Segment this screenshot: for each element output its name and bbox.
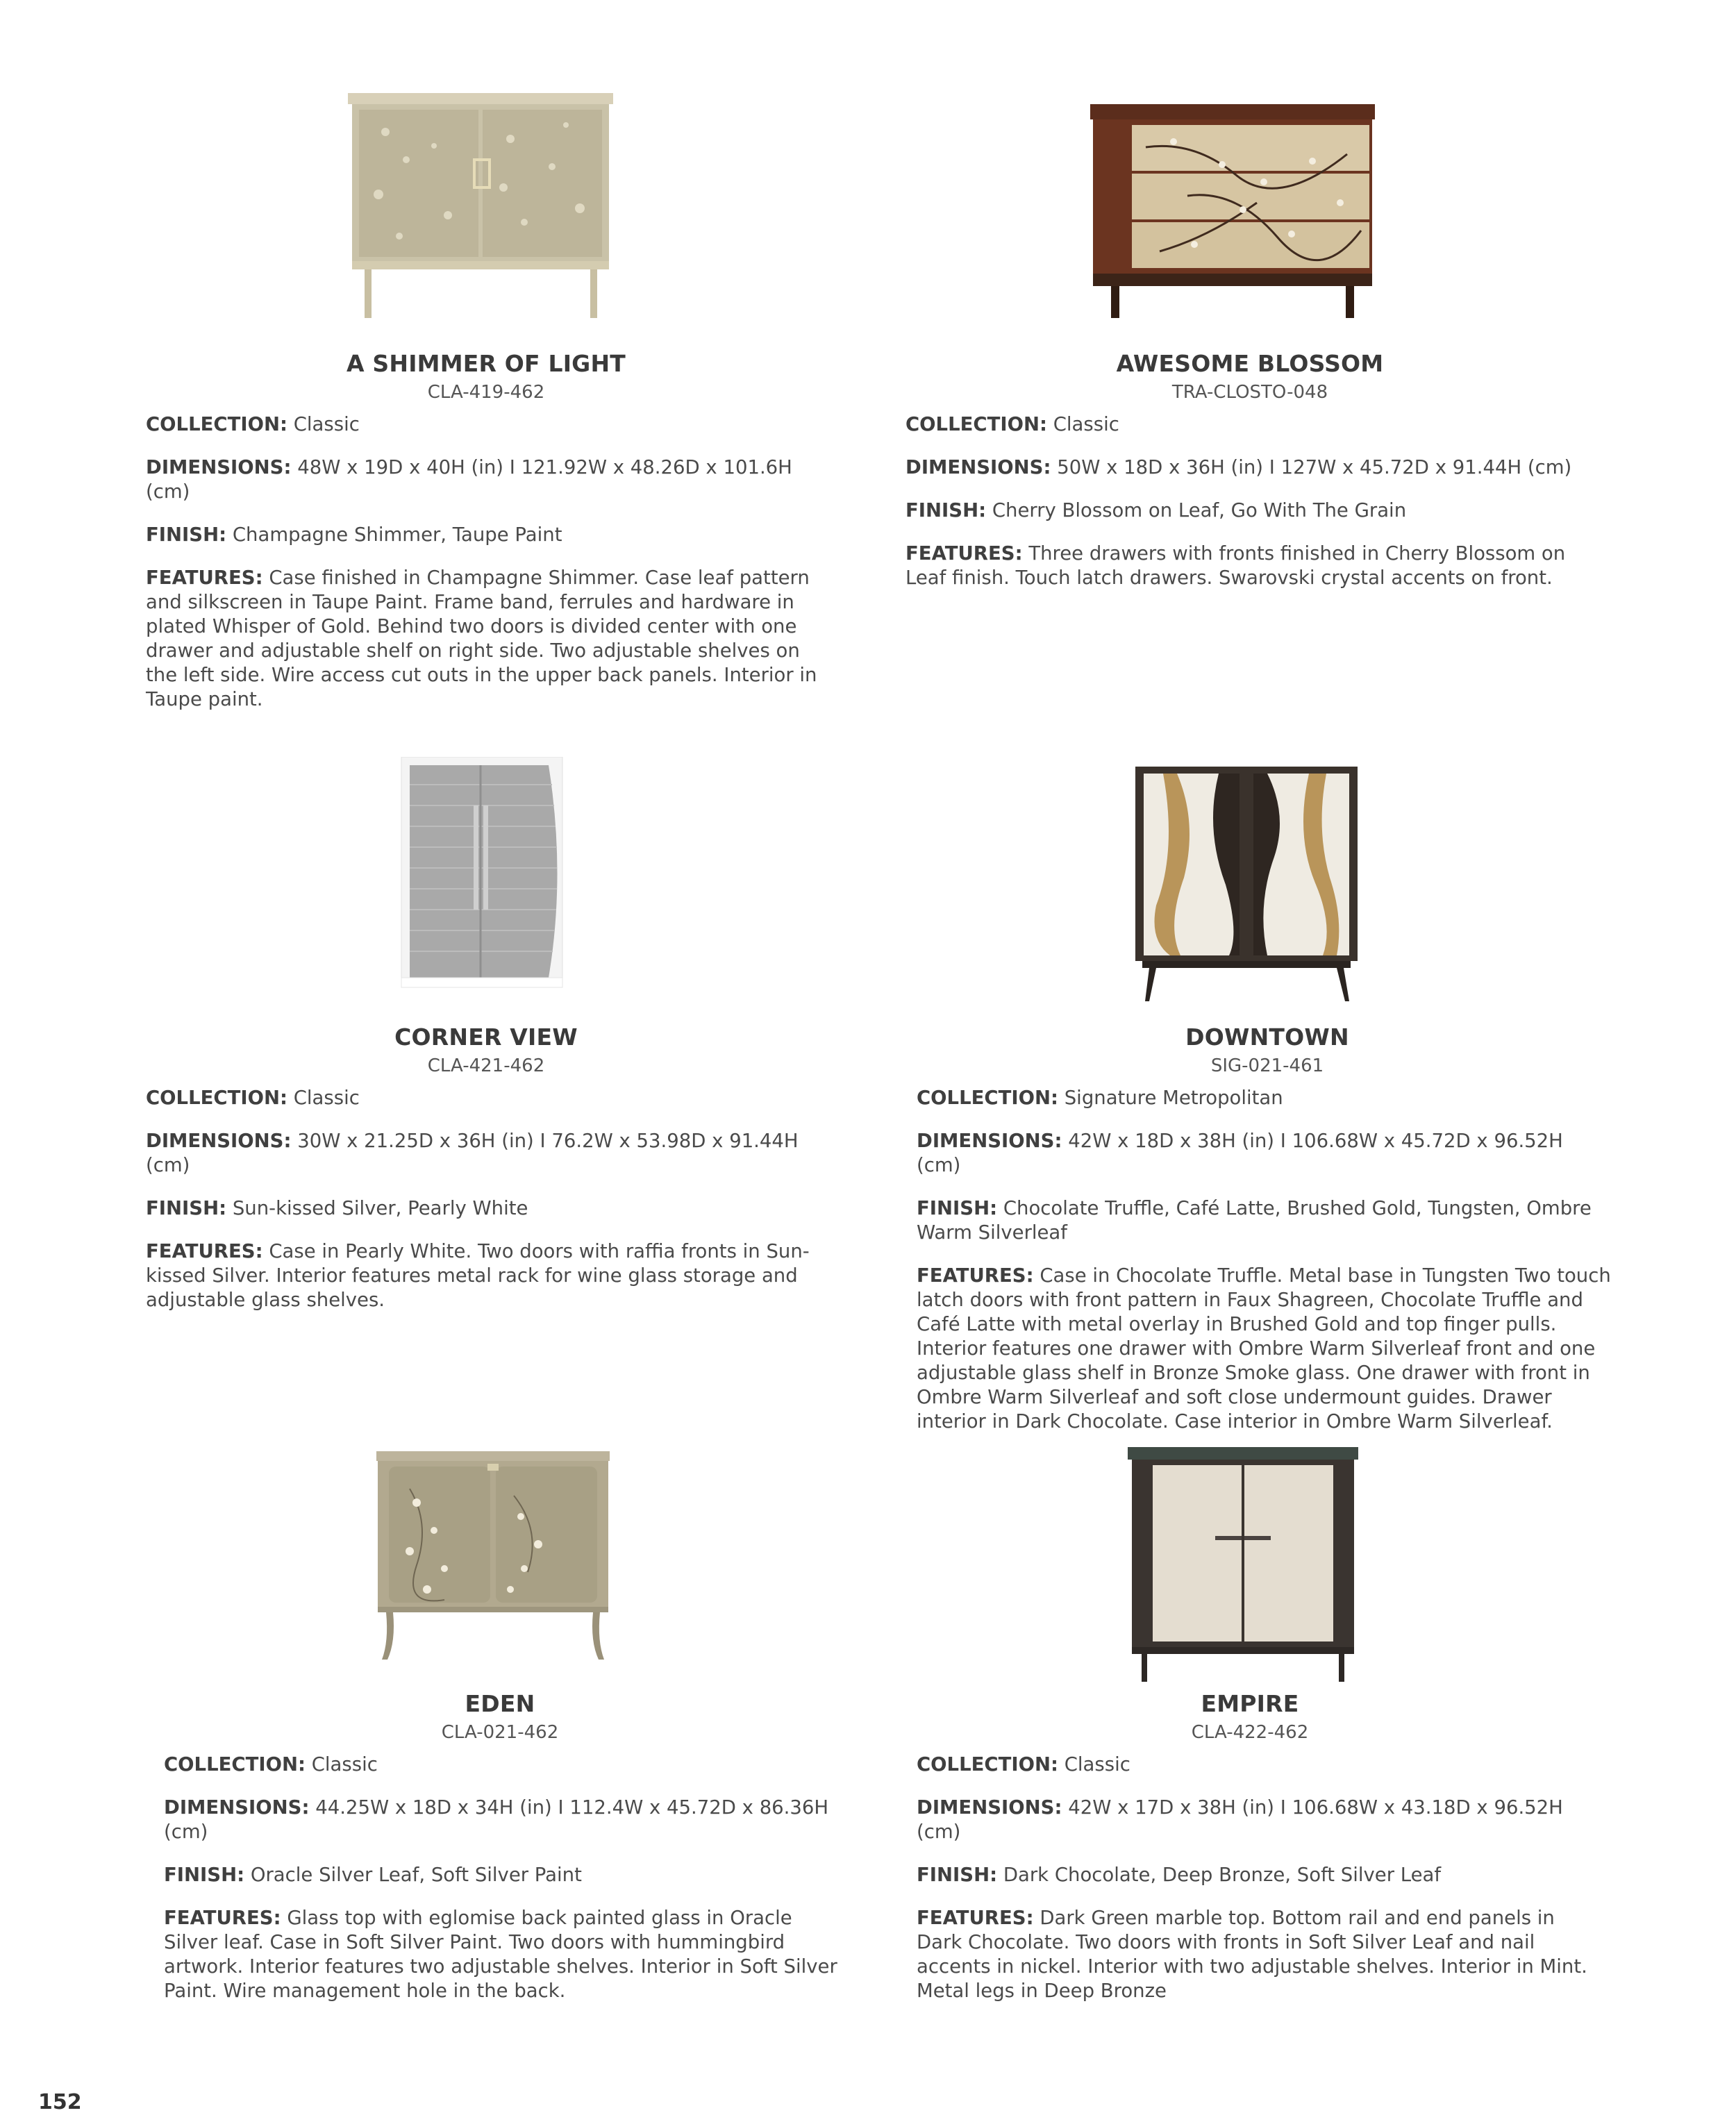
spec-label: FEATURES: [917,1907,1034,1929]
dimensions-value: 42W x 18D x 38H (in) I 106.68W x 45.72D x 96.52H (cm) [917,1130,1563,1176]
dimensions-value: 44.25W x 18D x 34H (in) I 112.4W x 45.72D x 86.36H (cm) [164,1796,829,1843]
product-title: EDEN [465,1690,535,1717]
product-awesome-blossom [903,83,1597,680]
spec-label: FEATURES: [146,567,263,589]
product-sku: CLA-021-462 [441,1722,559,1743]
product-sku: TRA-CLOSTO-048 [1171,382,1328,403]
page-number: 152 [38,2090,82,2114]
cabinet-image [344,83,621,319]
product-title: EMPIRE [1201,1690,1299,1717]
features-value: Three drawers with fronts finished in Cherry Blossom on Leaf finish. Touch latch drawers. Swarovski crystal accents on front. [905,542,1566,589]
spec-label: DIMENSIONS: [164,1796,310,1819]
spec-label: DIMENSIONS: [146,456,292,478]
product-sku: CLA-421-462 [427,1055,545,1076]
spec-label: COLLECTION: [917,1087,1058,1109]
spec-label: DIMENSIONS: [905,456,1051,478]
product-specs [146,412,826,730]
product-downtown [903,757,1632,1437]
finish-value: Sun-kissed Silver, Pearly White [232,1197,528,1219]
product-specs [917,1086,1611,1453]
product-title: CORNER VIEW [394,1024,578,1051]
finish-value: Dark Chocolate, Deep Bronze, Soft Silver Leaf [1003,1864,1442,1886]
product-specs [917,1753,1597,2022]
collection-value: Classic [293,1087,360,1109]
features-value: Dark Green marble top. Bottom rail and end panels in Dark Chocolate. Two doors with fronts in Soft Silver Leaf and nail accents in nickel. Interior with two adjustable shelves. Interior in Mint. Metal legs in Deep Bronze [917,1907,1587,2002]
spec-label: FINISH: [146,524,227,546]
spec-label: FINISH: [164,1864,245,1886]
spec-label: FINISH: [146,1197,227,1219]
spec-label: FINISH: [905,499,987,521]
cabinet-image [1083,99,1389,321]
collection-value: Classic [293,413,360,435]
finish-value: Champagne Shimmer, Taupe Paint [232,524,562,546]
product-eden [153,1430,847,2028]
finish-value: Oracle Silver Leaf, Soft Silver Paint [250,1864,582,1886]
collection-value: Classic [1053,413,1119,435]
dimensions-value: 50W x 18D x 36H (in) I 127W x 45.72D x 91.44H (cm) [1057,456,1572,478]
cabinet-image [368,1447,618,1662]
collection-value: Signature Metropolitan [1064,1087,1283,1109]
spec-label: FEATURES: [146,1240,263,1262]
spec-label: COLLECTION: [164,1753,306,1776]
spec-label: COLLECTION: [146,1087,287,1109]
finish-value: Cherry Blossom on Leaf, Go With The Grain [992,499,1407,521]
finish-value: Chocolate Truffle, Café Latte, Brushed Gold, Tungsten, Ombre Warm Silverleaf [917,1197,1592,1244]
spec-label: COLLECTION: [905,413,1047,435]
spec-label: DIMENSIONS: [917,1796,1062,1819]
spec-label: COLLECTION: [917,1753,1058,1776]
spec-label: COLLECTION: [146,413,287,435]
product-title: AWESOME BLOSSOM [1116,350,1384,377]
product-sku: CLA-419-462 [427,382,545,403]
collection-value: Classic [311,1753,378,1776]
dimensions-value: 42W x 17D x 38H (in) I 106.68W x 43.18D x 96.52H (cm) [917,1796,1563,1843]
dimensions-value: 48W x 19D x 40H (in) I 121.92W x 48.26D x 101.6H (cm) [146,456,792,503]
spec-label: FEATURES: [164,1907,281,1929]
product-title: DOWNTOWN [1185,1024,1349,1051]
spec-label: FINISH: [917,1864,998,1886]
dimensions-value: 30W x 21.25D x 36H (in) I 76.2W x 53.98D x 91.44H (cm) [146,1130,799,1176]
product-specs [146,1086,826,1331]
product-corner-view [139,757,833,1354]
product-a-shimmer-of-light [139,83,833,710]
spec-label: FEATURES: [905,542,1023,565]
cabinet-image [396,757,569,993]
spec-label: DIMENSIONS: [917,1130,1062,1152]
product-title: A SHIMMER OF LIGHT [346,350,626,377]
cabinet-image [1128,767,1364,1003]
features-value: Case in Pearly White. Two doors with raffia fronts in Sun-kissed Silver. Interior features metal rack for wine glass storage and adjustable glass shelves. [146,1240,810,1311]
features-value: Case finished in Champagne Shimmer. Case leaf pattern and silkscreen in Taupe Paint. Frame band, ferrules and hardware in plated Whisper of Gold. Behind two doors is divided center with one drawer and adjustable shelf on right side. Two adjustable shelves on the left side. Wire access cut outs in the upper back panels. Interior in Taupe paint. [146,567,817,710]
cabinet-image [1125,1447,1361,1683]
features-value: Glass top with eglomise back painted glass in Oracle Silver leaf. Case in Soft Silver Paint. Two doors with hummingbird artwork. Interior features two adjustable shelves. Interior in Soft Silver Paint. Wire management hole in the back. [164,1907,837,2002]
product-specs [905,412,1600,609]
product-sku: CLA-422-462 [1191,1722,1309,1743]
product-sku: SIG-021-461 [1210,1055,1324,1076]
spec-label: FINISH: [917,1197,998,1219]
spec-label: DIMENSIONS: [146,1130,292,1152]
product-empire [903,1430,1597,2028]
collection-value: Classic [1064,1753,1130,1776]
features-value: Case in Chocolate Truffle. Metal base in Tungsten Two touch latch doors with front pattern in Faux Shagreen, Chocolate Truffle and Café Latte with metal overlay in Brushed Gold and top finger pulls. Interior features one drawer with Ombre Warm Silverleaf front and one adjustable glass shelf in Bronze Smoke glass. One drawer with front in Ombre Warm Silverleaf and soft close undermount guides. Drawer interior in Dark Chocolate. Case interior in Ombre Warm Silverleaf. [917,1264,1611,1432]
spec-label: FEATURES: [917,1264,1034,1287]
product-specs [164,1753,844,2022]
